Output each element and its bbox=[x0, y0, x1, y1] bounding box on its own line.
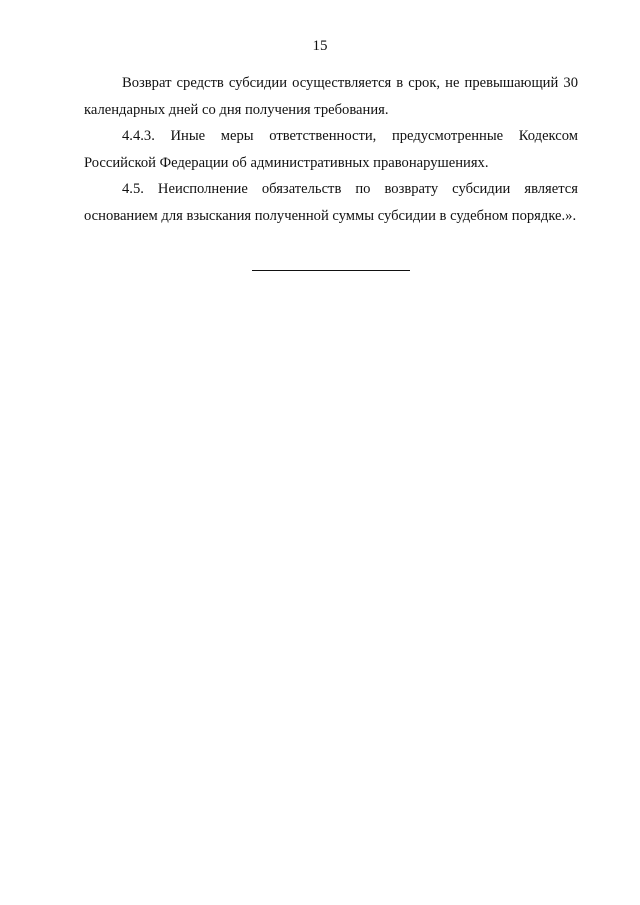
paragraph-subsidy-return-term: Возврат средств субсидии осуществляется в срок, не превышающий 30 календарных дней со дня получения требования. bbox=[84, 75, 578, 118]
paragraph-4-4-3: 4.4.3. Иные меры ответственности, предусмотренные Кодексом Российской Федерации об административных правонарушениях. bbox=[84, 128, 578, 171]
paragraph-4-5: 4.5. Неисполнение обязательств по возврату субсидии является основанием для взыскания полученной суммы субсидии в судебном порядке.». bbox=[84, 181, 578, 224]
end-of-document-rule bbox=[252, 270, 410, 271]
page-number: 15 bbox=[312, 38, 328, 54]
document-body bbox=[84, 70, 578, 229]
